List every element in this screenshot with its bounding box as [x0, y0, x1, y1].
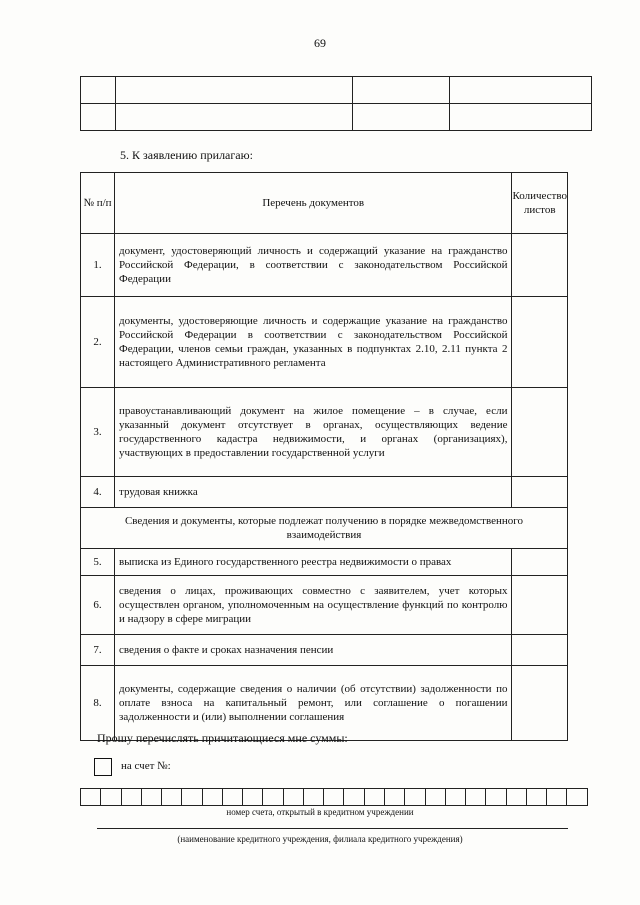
account-number-cells[interactable] [80, 788, 588, 806]
payment-request-text: Прошу перечислять причитающиеся мне суммы: [97, 731, 348, 745]
account-digit-cell[interactable] [121, 789, 141, 806]
row-num: 4. [81, 477, 115, 508]
account-digit-cell[interactable] [425, 789, 445, 806]
account-digit-cell[interactable] [263, 789, 283, 806]
count-cell[interactable] [512, 297, 568, 388]
count-cell[interactable] [512, 477, 568, 508]
table-cell [116, 104, 353, 131]
table-cell [353, 104, 450, 131]
account-digit-cell[interactable] [526, 789, 546, 806]
count-cell[interactable] [512, 666, 568, 741]
row-num: 8. [81, 666, 115, 741]
row-text: документы, удостоверяющие личность и содержащие указание на гражданство Российской Федерации в соответствии с законодательством Российской Федерации, членов семьи граждан, указанных в подпунктах 2.10, 2.11 пункта 2 настоящего Административного регламента [115, 297, 512, 388]
count-cell[interactable] [512, 576, 568, 635]
bank-caption: (наименование кредитного учреждения, филиала кредитного учреждения) [177, 834, 463, 844]
account-digit-cell[interactable] [547, 789, 567, 806]
header-docs: Перечень документов [115, 173, 512, 234]
page-number: 69 [314, 36, 326, 50]
account-digit-cell[interactable] [445, 789, 465, 806]
account-digit-cell[interactable] [384, 789, 404, 806]
table-row [81, 576, 568, 635]
table-row [81, 234, 568, 297]
account-digit-cell[interactable] [486, 789, 506, 806]
table-row [81, 104, 592, 131]
table-row [81, 388, 568, 477]
table-row [81, 549, 568, 576]
row-num: 3. [81, 388, 115, 477]
row-text: сведения о факте и сроках назначения пенсии [115, 635, 512, 666]
section-header-row [81, 508, 568, 549]
account-digit-cell[interactable] [162, 789, 182, 806]
account-checkbox[interactable] [94, 758, 112, 776]
row-text: документы, содержащие сведения о наличии (об отсутствии) задолженности по оплате взноса на капитальный ремонт, или соглашение о погашении задолженности и (или) выполнении соглашения [115, 666, 512, 741]
table-cell [81, 104, 116, 131]
count-cell[interactable] [512, 234, 568, 297]
bank-name-line[interactable] [97, 828, 568, 829]
table-cell [353, 77, 450, 104]
table-cell [116, 77, 353, 104]
table-row [81, 77, 592, 104]
account-digit-cell[interactable] [344, 789, 364, 806]
row-num: 5. [81, 549, 115, 576]
account-caption: номер счета, открытый в кредитном учреждении [226, 807, 414, 817]
table-cell [81, 77, 116, 104]
account-digit-cell[interactable] [567, 789, 588, 806]
header-count: Количество листов [512, 173, 568, 234]
row-text: трудовая книжка [115, 477, 512, 508]
account-digit-cell[interactable] [364, 789, 384, 806]
row-text: документ, удостоверяющий личность и содержащий указание на гражданство Российской Федерации, в соответствии с законодательством Российской Федерации [115, 234, 512, 297]
account-digit-cell[interactable] [283, 789, 303, 806]
account-digit-cell[interactable] [405, 789, 425, 806]
account-digit-cell[interactable] [243, 789, 263, 806]
row-text: сведения о лицах, проживающих совместно с заявителем, учет которых осуществлен органом, уполномоченным на осуществление функций по контролю и надзору в сфере миграции [115, 576, 512, 635]
top-table [80, 76, 592, 131]
account-digit-cell[interactable] [222, 789, 242, 806]
account-digit-cell[interactable] [506, 789, 526, 806]
row-text: выписка из Единого государственного реестра недвижимости о правах [115, 549, 512, 576]
account-digit-cell[interactable] [202, 789, 222, 806]
interagency-section-header: Сведения и документы, которые подлежат получению в порядке межведомственного взаимодействия [81, 508, 568, 549]
documents-table [80, 172, 568, 741]
table-cell [450, 104, 592, 131]
count-cell[interactable] [512, 549, 568, 576]
count-cell[interactable] [512, 388, 568, 477]
row-text: правоустанавливающий документ на жилое помещение – в случае, если указанный документ отсутствует в органах, осуществляющих ведение государственного кадастра недвижимости, и органах (организациях), участвующих в предоставлении государственной услуги [115, 388, 512, 477]
row-num: 7. [81, 635, 115, 666]
count-cell[interactable] [512, 635, 568, 666]
row-num: 6. [81, 576, 115, 635]
header-num: № п/п [81, 173, 115, 234]
account-digit-cell[interactable] [141, 789, 161, 806]
table-header-row [81, 173, 568, 234]
row-num: 2. [81, 297, 115, 388]
account-digit-cell[interactable] [303, 789, 323, 806]
account-cells-row [81, 789, 588, 806]
account-digit-cell[interactable] [466, 789, 486, 806]
account-digit-cell[interactable] [101, 789, 121, 806]
table-row [81, 635, 568, 666]
account-digit-cell[interactable] [81, 789, 101, 806]
account-digit-cell[interactable] [324, 789, 344, 806]
table-row [81, 297, 568, 388]
table-row [81, 477, 568, 508]
table-row [81, 666, 568, 741]
row-num: 1. [81, 234, 115, 297]
section-title: 5. К заявлению прилагаю: [120, 148, 253, 162]
table-cell [450, 77, 592, 104]
account-digit-cell[interactable] [182, 789, 202, 806]
account-label: на счет №: [121, 760, 171, 772]
